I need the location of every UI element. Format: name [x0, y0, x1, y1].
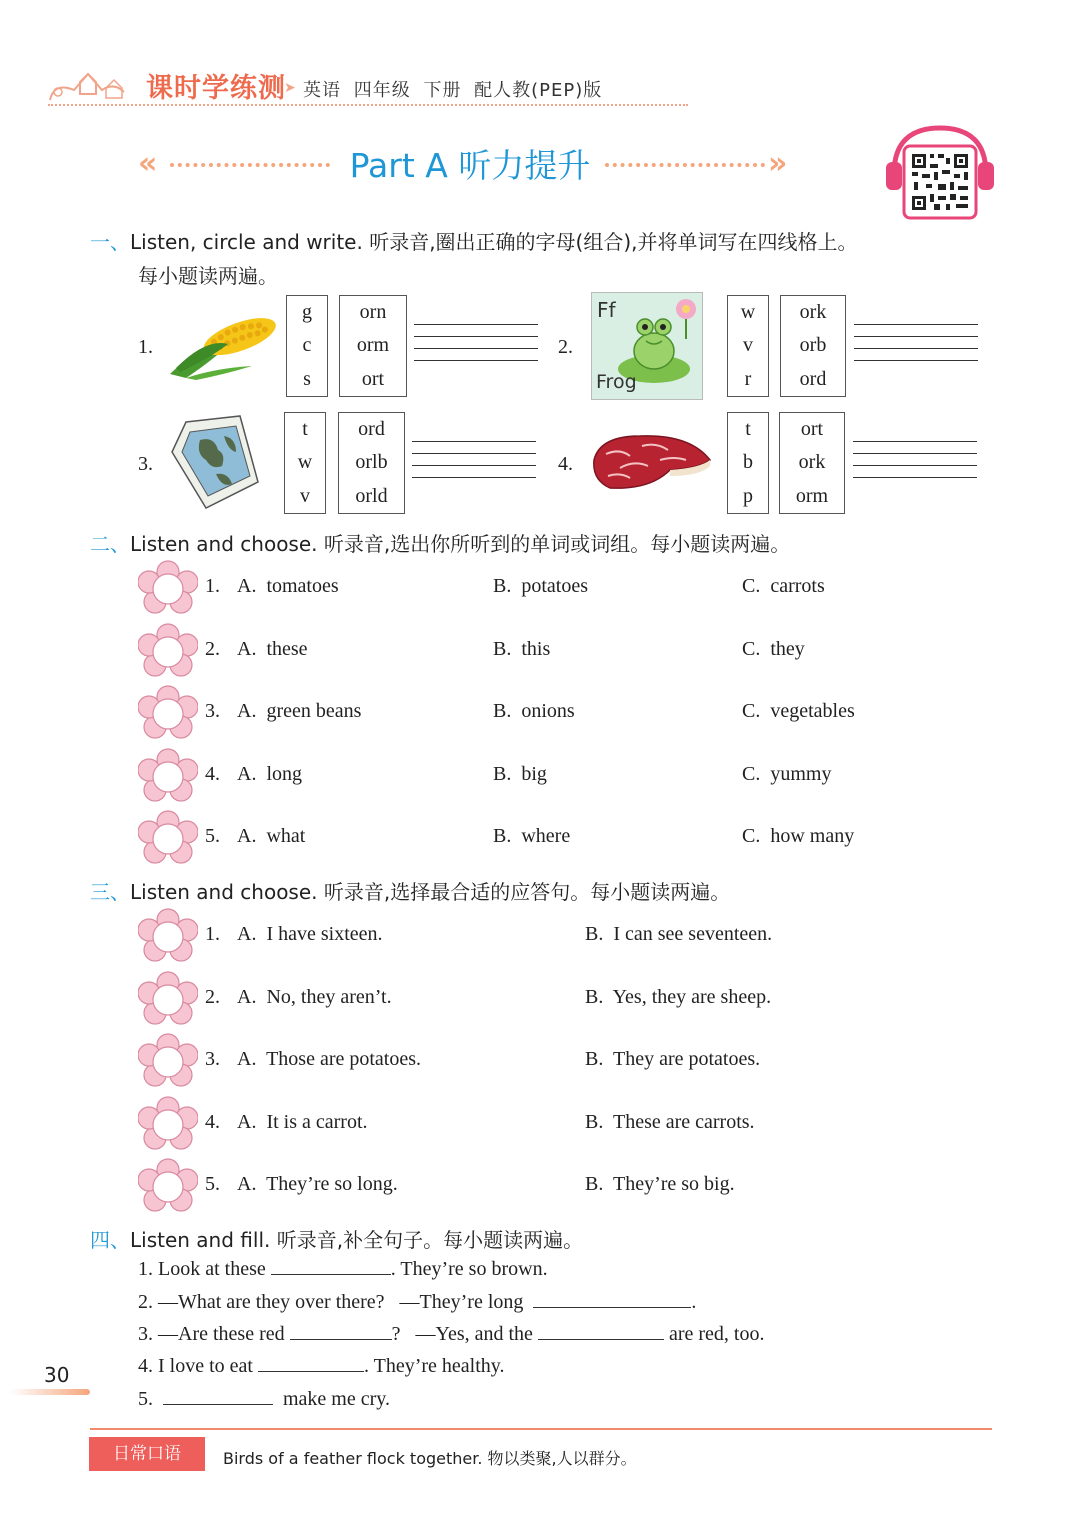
s3-item-number: 3. [205, 1048, 220, 1070]
s1-item2-initial-2[interactable]: v [743, 334, 753, 357]
answer-flower-icon[interactable] [138, 908, 198, 964]
s2-option-c[interactable]: C. vegetables [742, 700, 855, 722]
s1-item4-ending-1[interactable]: ort [800, 418, 824, 441]
s3-item-number: 4. [205, 1110, 220, 1133]
frog-card-letters: Ff [597, 298, 616, 322]
s4-item1 [138, 1256, 548, 1281]
s3-option-a[interactable]: A. I have sixteen. [237, 923, 383, 945]
s4-item2 [138, 1289, 696, 1314]
s3-item-number: 2. [205, 985, 220, 1008]
answer-flower-icon[interactable] [138, 748, 198, 804]
section2-header [90, 528, 790, 557]
arrow-icon: ➤ [284, 80, 296, 96]
s4-item3-text4: are red, too. [668, 1323, 765, 1345]
s1-item2-initials-box [727, 295, 769, 397]
s2-option-a[interactable]: A. these [237, 637, 308, 660]
s2-option-b[interactable]: B. potatoes [493, 575, 588, 597]
s1-item2-number: 2. [558, 336, 573, 358]
s4-item4-text2: . They’re healthy. [363, 1355, 505, 1377]
s2-option-c[interactable]: C. how many [742, 825, 855, 847]
s1-item4-ending-2[interactable]: ork [798, 451, 826, 474]
s1-item3-endings-box [338, 412, 405, 514]
section1-instruction-cont: 每小题读两遍。 [138, 264, 278, 288]
s1-item3-initial-1[interactable]: t [302, 418, 308, 441]
s2-option-a[interactable]: A. tomatoes [237, 575, 339, 597]
s2-item-number: 5. [205, 825, 220, 847]
section2-instruction: Listen and choose. 听录音,选出你所听到的单词或词组。每小题读两遍。 [130, 532, 791, 556]
s4-item1-blank[interactable] [271, 1256, 391, 1275]
left-chevron-icon: « [138, 146, 158, 181]
s1-item3-initial-2[interactable]: w [297, 451, 313, 474]
s1-item1-number: 1. [138, 336, 153, 358]
s3-option-a[interactable]: A. They’re so long. [237, 1173, 398, 1195]
s1-item1-initial-3[interactable]: s [303, 367, 311, 390]
right-dotted-rule [605, 163, 765, 167]
s2-option-a[interactable]: A. what [237, 825, 306, 847]
answer-flower-icon[interactable] [138, 1096, 198, 1152]
s2-option-c[interactable]: C. they [742, 637, 805, 660]
s4-item5-blank[interactable] [163, 1386, 273, 1405]
s1-item1-initial-2[interactable]: c [302, 334, 312, 357]
s2-item-number: 1. [205, 575, 220, 597]
s2-item-number: 2. [205, 637, 220, 660]
section1-number: 一、 [90, 230, 130, 254]
s1-item3-ending-3[interactable]: orld [355, 484, 388, 507]
s2-option-b[interactable]: B. onions [493, 700, 575, 722]
s3-option-b[interactable]: B. These are carrots. [585, 1110, 755, 1133]
s3-option-b[interactable]: B. I can see seventeen. [585, 923, 773, 945]
s1-item2-endings-box [780, 295, 846, 397]
s1-item2-initial-1[interactable]: w [740, 301, 756, 324]
footer-divider [90, 1428, 992, 1430]
qr-code-headphone-icon[interactable] [884, 124, 996, 222]
section1-header [90, 226, 858, 255]
s2-option-b[interactable]: B. big [493, 762, 547, 785]
s2-option-c[interactable]: C. carrots [742, 575, 825, 597]
s1-item3-initial-3[interactable]: v [300, 484, 310, 507]
s1-item2-ending-1[interactable]: ork [799, 301, 827, 324]
s1-item1-ending-3[interactable]: ort [361, 367, 385, 390]
book-subtitle: 英语 四年级 下册 配人教(PEP)版 [303, 80, 603, 101]
daily-phrase-text: Birds of a feather flock together. 物以类聚,人以群分。 [223, 1449, 637, 1468]
s4-item2-text3: . [691, 1291, 697, 1313]
s3-item-number: 1. [205, 923, 220, 945]
s3-option-a[interactable]: A. Those are potatoes. [237, 1048, 422, 1070]
answer-flower-icon[interactable] [138, 971, 198, 1027]
s1-item2-ending-2[interactable]: orb [799, 334, 827, 357]
s4-item4-blank[interactable] [258, 1353, 364, 1372]
s3-option-a[interactable]: A. It is a carrot. [237, 1110, 368, 1133]
s2-option-c[interactable]: C. yummy [742, 762, 832, 785]
world-map-picture [166, 412, 262, 512]
brand-title: 课时学练测 [146, 73, 286, 104]
s4-item1-text1: Look at these [158, 1258, 266, 1280]
part-title: Part A 听力提升 [349, 146, 591, 185]
s3-item-number: 5. [205, 1173, 220, 1195]
s1-item2-initial-3[interactable]: r [744, 367, 752, 390]
s1-item1-initial-1[interactable]: g [302, 301, 312, 324]
s4-item2-blank[interactable] [533, 1289, 691, 1308]
header-divider [48, 104, 688, 106]
s1-item2-ending-3[interactable]: ord [799, 367, 827, 390]
s4-item5-text2: make me cry. [283, 1388, 390, 1410]
s4-item5-number: 5. [138, 1388, 153, 1410]
answer-flower-icon[interactable] [138, 560, 198, 616]
s2-option-a[interactable]: A. long [237, 762, 302, 785]
section3-number: 三、 [90, 880, 130, 904]
s1-item4-initial-3[interactable]: p [743, 484, 753, 507]
s4-item4-text1: I love to eat [158, 1355, 253, 1377]
s1-item1-initials-box [286, 295, 328, 397]
s3-option-b[interactable]: B. They’re so big. [585, 1173, 735, 1195]
s4-item2-text2: —They’re long [399, 1291, 524, 1313]
section4-instruction: Listen and fill. 听录音,补全句子。每小题读两遍。 [130, 1228, 584, 1252]
s4-item2-text1: —What are they over there? [158, 1291, 385, 1313]
corn-picture [166, 308, 282, 382]
s1-item3-initials-box [284, 412, 326, 514]
answer-flower-icon[interactable] [138, 1158, 198, 1214]
answer-flower-icon[interactable] [138, 1033, 198, 1089]
s3-option-a[interactable]: A. No, they aren’t. [237, 985, 392, 1008]
s2-option-a[interactable]: A. green beans [237, 700, 362, 722]
s1-item4-ending-3[interactable]: orm [795, 484, 829, 507]
frog-card-word: Frog [596, 371, 637, 393]
s1-item1-endings-box [339, 295, 407, 397]
s1-item1-ending-2[interactable]: orm [356, 334, 390, 357]
s1-item3-ending-2[interactable]: orlb [355, 451, 388, 474]
s4-item1-text2: . They’re so brown. [390, 1258, 548, 1280]
right-chevron-icon: » [768, 146, 788, 181]
s4-item3-text1: —Are these red [158, 1323, 285, 1345]
frog-card [591, 292, 703, 400]
s2-option-b[interactable]: B. this [493, 637, 551, 660]
house-logo-icon [44, 62, 144, 104]
s1-item4-initial-2[interactable]: b [743, 451, 753, 474]
s4-item3-blank2[interactable] [538, 1321, 664, 1340]
section2-number: 二、 [90, 532, 130, 556]
section3-instruction: Listen and choose. 听录音,选择最合适的应答句。每小题读两遍。 [130, 880, 731, 904]
section4-number: 四、 [90, 1228, 130, 1252]
page-number: 30 [44, 1363, 70, 1387]
section3-header [90, 876, 730, 905]
s4-item1-number: 1. [138, 1258, 153, 1280]
s3-option-b[interactable]: B. Yes, they are sheep. [585, 985, 772, 1008]
answer-flower-icon[interactable] [138, 810, 198, 866]
section4-header [90, 1224, 583, 1253]
s4-item3 [138, 1321, 764, 1346]
s1-item4-initial-1[interactable]: t [745, 418, 751, 441]
s2-item-number: 3. [205, 700, 220, 722]
s1-item3-number: 3. [138, 453, 153, 475]
s4-item3-text2: ? [391, 1323, 401, 1345]
s1-item4-initials-box [727, 412, 769, 514]
s1-item1-ending-1[interactable]: orn [359, 301, 387, 324]
s4-item3-number: 3. [138, 1323, 153, 1345]
s1-item3-ending-1[interactable]: ord [358, 418, 385, 441]
s4-item4-number: 4. [138, 1355, 153, 1377]
s4-item3-text3: —Yes, and the [415, 1323, 533, 1345]
s4-item2-number: 2. [138, 1291, 153, 1313]
s1-item4-endings-box [779, 412, 845, 514]
s4-item3-blank1[interactable] [290, 1321, 392, 1340]
s2-item-number: 4. [205, 762, 220, 785]
meat-picture [590, 430, 714, 494]
answer-flower-icon[interactable] [138, 685, 198, 741]
s3-option-b[interactable]: B. They are potatoes. [585, 1048, 761, 1070]
page-number-bar [10, 1389, 90, 1395]
answer-flower-icon[interactable] [138, 623, 198, 679]
daily-phrase-tag: 日常口语 [89, 1437, 205, 1471]
s2-option-b[interactable]: B. where [493, 825, 571, 847]
s4-item4 [138, 1353, 504, 1378]
s1-item4-number: 4. [558, 453, 573, 475]
section1-instruction: Listen, circle and write. 听录音,圈出正确的字母(组合),并将单词写在四线格上。 [130, 230, 858, 254]
s4-item5 [138, 1386, 390, 1411]
